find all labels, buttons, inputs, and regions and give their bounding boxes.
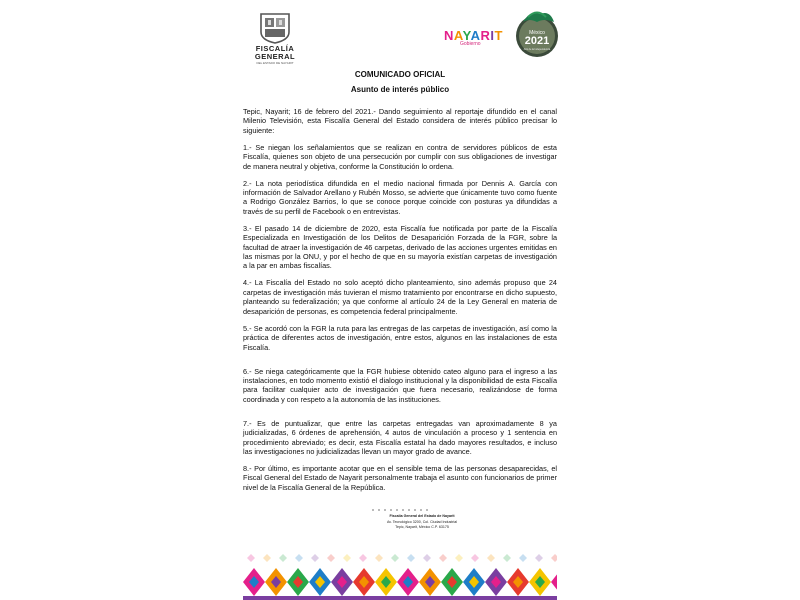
footer-address-line2: Tepic, Nayarit, México C.P. 63175 — [395, 525, 449, 530]
document-subtitle: Asunto de interés público — [350, 85, 450, 94]
footer-address — [362, 514, 482, 531]
nayarit-letter: R — [480, 28, 491, 43]
document-title: COMUNICADO OFICIAL — [354, 70, 446, 79]
shield-icon — [258, 12, 292, 44]
spacer — [243, 412, 557, 419]
paragraph-intro: Tepic, Nayarit; 16 de febrero del 2021.- Dando seguimiento al reportaje difundido en el canal Milenio Televisión, esta Fiscalía General del Estado considera de interés público precisar lo siguiente: — [243, 107, 557, 135]
document-body — [243, 107, 557, 500]
paragraph-3: 3.- El pasado 14 de diciembre de 2020, esta Fiscalía fue notificada por parte de la Fiscalía Especializada en Investigación de los Delitos de Desaparición Forzada de la FGR, sobre la facultad de atraer la investigación de 46 carpetas, derivado de las acciones urgentes emitidas en las mismas por la ONU, y por el hecho de que en su mayoría existían carpetas de investigación a la par en ambas fiscalías. — [243, 223, 557, 271]
paragraph-8: 8.- Por último, es importante acotar que en el sensible tema de las personas desaparecidas, el Fiscal General del Estado de Nayarit personalmente trabaja el asunto con funcionarios de primer nivel de la Fiscalía General de la República. — [243, 463, 557, 492]
nayarit-logo — [444, 28, 503, 47]
nayarit-letter: Y — [462, 28, 471, 43]
footer-address-line1: Av. Tecnológico 3200, Col. Ciudad Industrial — [386, 519, 458, 524]
nayarit-letter: A — [470, 28, 481, 43]
paragraph-7: 7.- Es de puntualizar, que entre las carpetas entregadas van aproximadamente 8 ya judicializadas, 6 órdenes de aprehensión, 4 autos de vinculación a proceso y 1 sentencia en procedimiento abreviado; es decir, esta Fiscalía estatal ha dado mayores resultados, e incluso las investigaciones no judicializadas llevan un mayor grado de avance. — [243, 418, 557, 456]
nayarit-letter: T — [494, 28, 503, 43]
nayarit-letter: A — [453, 28, 463, 43]
footer-org-name: Fiscalía General del Estado de Nayarit — [389, 514, 455, 518]
spacer — [243, 360, 557, 367]
logo-line2: GENERAL — [254, 52, 296, 61]
paragraph-5: 5.- Se acordó con la FGR la ruta para las entregas de las carpetas de investigación, así como la práctica de diferentes actos de investigación, entre estos, algunos en las instalaciones de esta Fiscalía. — [243, 323, 557, 352]
paragraph-6: 6.- Se niega categóricamente que la FGR hubiese obtenido cateo alguno para el ingreso a las instalaciones, en todo momento existió el dialogo institucional y la disponibilidad de esta Fiscalía para facilitar cualquier acto de investigación que fuera necesario, realizándose de forma coordinada y con respeto a la autonomía de las instituciones. — [243, 366, 557, 404]
fiscalia-logo — [250, 12, 300, 65]
paragraph-2: 2.- La nota periodística difundida en el medio nacional firmada por Dennis A. García con información de Salvador Arellano y Rubén Mosso, se advierte que únicamente tuvo como fuente a Rodrigo González Barrios, lo que se conoce porque coincide con posturas ya difundidas a través de su perfil de Facebook o en entrevistas. — [243, 178, 557, 216]
decorative-footer-band — [243, 548, 557, 600]
mexico-caption: Año de la Independencia — [523, 48, 551, 51]
mexico-text: México — [529, 30, 545, 36]
nayarit-letter: I — [490, 28, 495, 43]
nayarit-tagline: Gobierno — [460, 41, 481, 47]
nayarit-letter: N — [444, 28, 454, 43]
paragraph-1: 1.- Se niegan los señalamientos que se realizan en contra de servidores públicos de esta Fiscalía, quienes son objeto de una persecución por cumplir con sus obligaciones de investigar de manera neutral y objetiva, conforme la Constitución lo ordena. — [243, 142, 557, 171]
footer-divider — [372, 509, 430, 511]
mexico-year: 2021 — [524, 35, 550, 47]
logo-line1: FISCALÍA — [255, 44, 295, 53]
logo-line3: DEL ESTADO DE NAYARIT — [256, 61, 294, 65]
mexico-2021-logo — [514, 8, 560, 58]
paragraph-4: 4.- La Fiscalía del Estado no solo aceptó dicho planteamiento, sino además propuso que 24 carpetas de investigación más tuvieran el mismo tratamiento por encontrarse en dicho supuesto, planteando su federalización; ya que conforme al artículo 24 de la Ley General en materia de desaparición de personas, es competencia federal principalmente. — [243, 278, 557, 316]
